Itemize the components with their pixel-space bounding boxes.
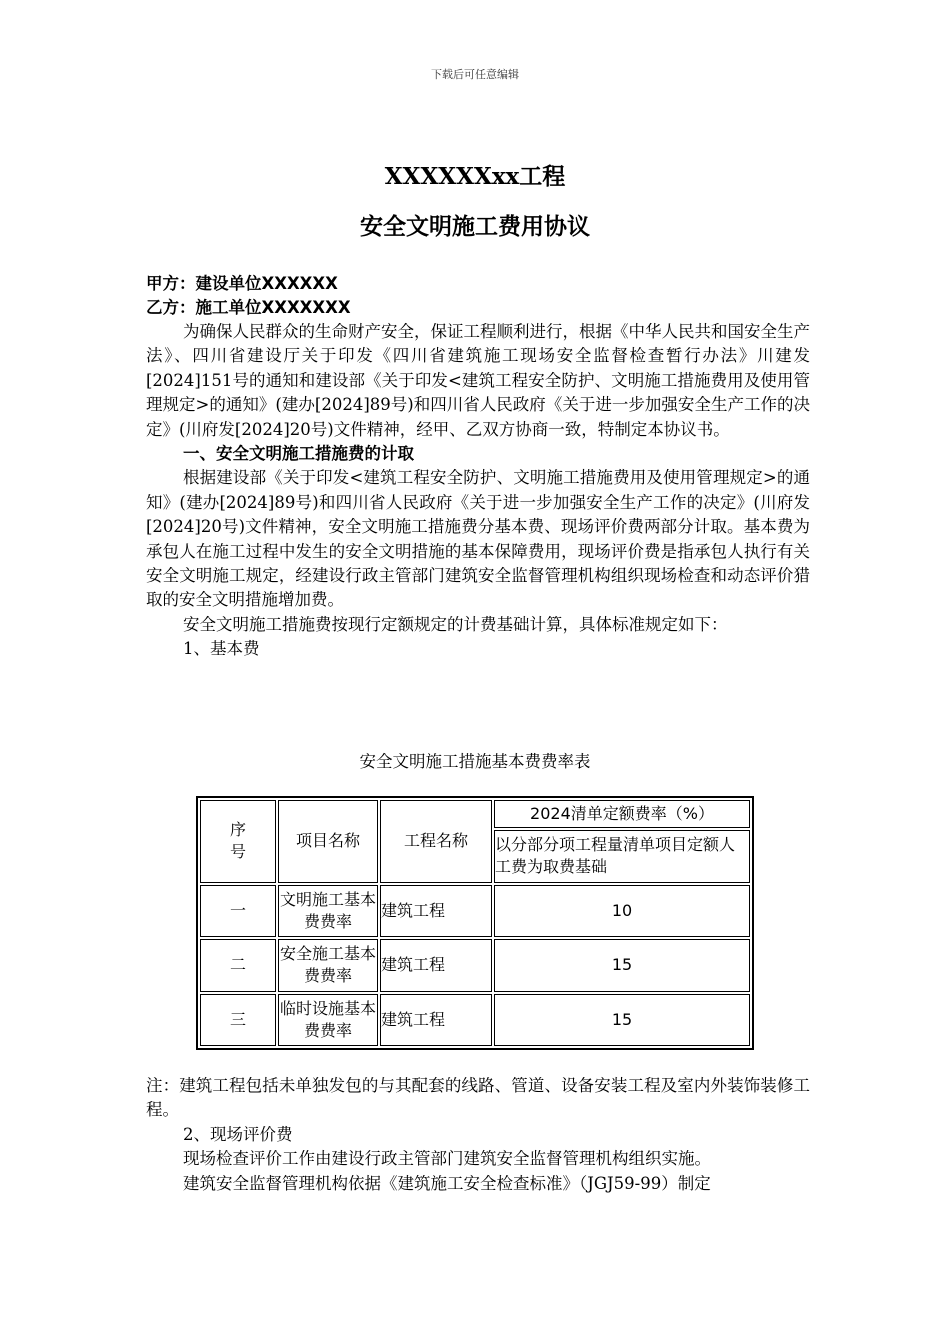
- section-heading: 一、安全文明施工措施费的计取: [183, 444, 414, 464]
- rate-table: [196, 796, 754, 1050]
- section-paragraph: 建筑安全监督管理机构依据《建筑施工安全检查标准》（JGJ59-99）制定: [183, 1173, 711, 1193]
- section-paragraph: 安全文明施工措施费按现行定额规定的计费基础计算，具体标准规定如下：: [183, 614, 728, 634]
- header-project: 工程名称: [380, 800, 492, 883]
- document-body: [146, 272, 810, 662]
- header-note: 下载后可任意编辑: [431, 68, 519, 81]
- cell-item: 文明施工基本费费率: [278, 885, 378, 937]
- subsection-heading: 2、现场评价费: [183, 1124, 293, 1144]
- cell-seq: 二: [200, 939, 276, 991]
- cell-project: 建筑工程: [380, 994, 492, 1046]
- document-title: XXXXXXxx工程: [384, 163, 566, 190]
- header-rate-basis: 以分部分项工程量清单项目定额人工费为取费基础: [494, 830, 750, 882]
- document-subtitle: 安全文明施工费用协议: [360, 213, 590, 240]
- after-table-text: [146, 1074, 810, 1196]
- table-row: [200, 885, 750, 937]
- table-note: 注：建筑工程包括未单独发包的与其配套的线路、管道、设备安装工程及室内外装饰装修工程。: [146, 1076, 810, 1120]
- section-paragraph: 根据建设部《关于印发<建筑工程安全防护、文明施工措施费用及使用管理规定>的通知》(建办[2024]89号)和四川省人民政府《关于进一步加强安全生产工作的决定》(川府发[2024]20号)文件精神，安全文明施工措施费分基本费、现场评价费两部分计取。基本费为承包人在施工过程中发生的安全文明措施的基本保障费用，现场评价费是指承包人执行有关安全文明施工规定，经建设行政主管部门建筑安全监督管理机构组织现场检查和动态评价猎取的安全文明措施增加费。: [146, 468, 810, 610]
- party-a: 甲方：建设单位XXXXXX: [146, 274, 338, 293]
- cell-project: 建筑工程: [380, 885, 492, 937]
- header-item: 项目名称: [278, 800, 378, 883]
- table-row: [200, 939, 750, 991]
- cell-item: 安全施工基本费费率: [278, 939, 378, 991]
- cell-rate: 15: [494, 994, 750, 1046]
- header-rate: 2024清单定额费率（%）: [494, 800, 750, 828]
- section-paragraph: 现场检查评价工作由建设行政主管部门建筑安全监督管理机构组织实施。: [183, 1149, 711, 1169]
- cell-rate: 15: [494, 939, 750, 991]
- party-b: 乙方：施工单位XXXXXXX: [146, 298, 351, 317]
- cell-seq: 一: [200, 885, 276, 937]
- header-seq: 序号: [200, 800, 276, 883]
- table-row: [200, 994, 750, 1046]
- cell-project: 建筑工程: [380, 939, 492, 991]
- cell-seq: 三: [200, 994, 276, 1046]
- intro-paragraph: 为确保人民群众的生命财产安全，保证工程顺利进行，根据《中华人民共和国安全生产法》、四川省建设厅关于印发《四川省建筑施工现场安全监督检查暂行办法》川建发[2024]151号的通知和建设部《关于印发<建筑工程安全防护、文明施工措施费用及使用管理规定>的通知》(建办[2024]89号)和四川省人民政府《关于进一步加强安全生产工作的决定》(川府发[2024]20号)文件精神，经甲、乙双方协商一致，特制定本协议书。: [146, 322, 810, 439]
- subsection-heading: 1、基本费: [183, 639, 260, 659]
- table-title: 安全文明施工措施基本费费率表: [359, 752, 591, 771]
- cell-item: 临时设施基本费费率: [278, 994, 378, 1046]
- cell-rate: 10: [494, 885, 750, 937]
- table-header-row: [200, 800, 750, 828]
